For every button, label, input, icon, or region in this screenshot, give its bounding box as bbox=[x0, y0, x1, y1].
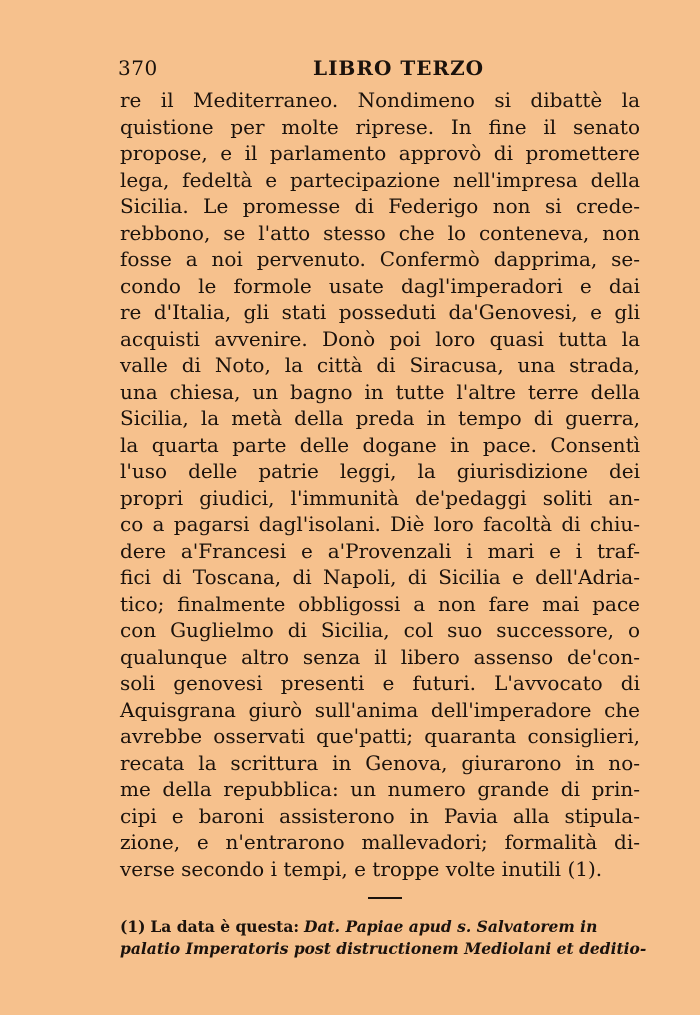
text-line: fosse a noi pervenuto. Confermò dapprima, se- bbox=[120, 247, 640, 271]
footnote-lead: La data è questa: bbox=[150, 917, 300, 936]
text-line: valle di Noto, la città di Siracusa, una strada, bbox=[120, 353, 640, 377]
text-line-final bbox=[120, 856, 640, 883]
page-number: 370 bbox=[118, 56, 158, 80]
text-line: tico; finalmente obbligossi a non fare mai pace bbox=[120, 591, 640, 616]
text-line: acquisti avvenire. Donò poi loro quasi tutta la bbox=[120, 326, 640, 351]
running-head: LIBRO TERZO bbox=[313, 56, 485, 80]
footnote-separator bbox=[368, 897, 402, 899]
text-line: qualunque altro senza il libero assenso de'con- bbox=[120, 644, 640, 669]
text-line: propri giudici, l'immunità de'pedaggi soliti an- bbox=[120, 485, 640, 510]
text-line: dere a'Francesi e a'Provenzali i mari e i traf- bbox=[120, 538, 640, 563]
text-line: propose, e il parlamento approvò di promettere bbox=[120, 141, 640, 165]
text-line: co a pagarsi dagl'isolani. Diè loro facoltà di chiu- bbox=[120, 512, 640, 536]
text-line: soli genovesi presenti e futuri. L'avvocato di bbox=[120, 671, 640, 695]
text-line: lega, fedeltà e partecipazione nell'impresa della bbox=[120, 167, 640, 192]
text-line: fici di Toscana, di Napoli, di Sicilia e dell'Adria- bbox=[120, 565, 640, 589]
text-line: quistione per molte riprese. In fine il senato bbox=[120, 114, 640, 139]
footnote-latin-text: Dat. Papiae apud s. Salvatorem in bbox=[304, 917, 598, 936]
text-line: re d'Italia, gli stati posseduti da'Genovesi, e gli bbox=[120, 300, 640, 324]
text-line: zione, e n'entrarono mallevadori; formalità di- bbox=[120, 830, 640, 854]
text-line: Sicilia, la metà della preda in tempo di guerra, bbox=[120, 406, 640, 430]
body-text bbox=[120, 87, 640, 882]
footnote-line bbox=[120, 916, 640, 938]
text-line: rebbono, se l'atto stesso che lo conteneva, non bbox=[120, 220, 640, 245]
text-line: condo le formole usate dagl'imperadori e dai bbox=[120, 273, 640, 298]
text-line: l'uso delle patrie leggi, la giurisdizione dei bbox=[120, 459, 640, 483]
footnote-reference: (1). bbox=[567, 856, 603, 881]
text-line: una chiesa, un bagno in tutte l'altre terre della bbox=[120, 379, 640, 404]
text-line: me della repubblica: un numero grande di prin- bbox=[120, 777, 640, 801]
text-line: avrebbe osservati que'patti; quaranta consiglieri, bbox=[120, 724, 640, 748]
text-line: la quarta parte delle dogane in pace. Consentì bbox=[120, 432, 640, 457]
footnote-marker: (1) bbox=[120, 917, 146, 936]
text-line: Sicilia. Le promesse di Federigo non si crede- bbox=[120, 194, 640, 218]
text-line: re il Mediterraneo. Nondimeno si dibattè la bbox=[120, 88, 640, 112]
text-line: Aquisgrana giurò sull'anima dell'imperadore che bbox=[120, 697, 640, 722]
text-line: recata la scrittura in Genova, giurarono in no- bbox=[120, 750, 640, 775]
text-line-final-words: verse secondo i tempi, e troppe volte inutili bbox=[120, 856, 562, 881]
footnote-latin-continuation: palatio Imperatoris post distructionem Mediolani et deditio- bbox=[120, 939, 647, 958]
text-line: cipi e baroni assisterono in Pavia alla stipula- bbox=[120, 803, 640, 828]
page-header bbox=[118, 56, 638, 86]
text-line: con Guglielmo di Sicilia, col suo successore, o bbox=[120, 618, 640, 642]
footnote bbox=[120, 916, 647, 960]
